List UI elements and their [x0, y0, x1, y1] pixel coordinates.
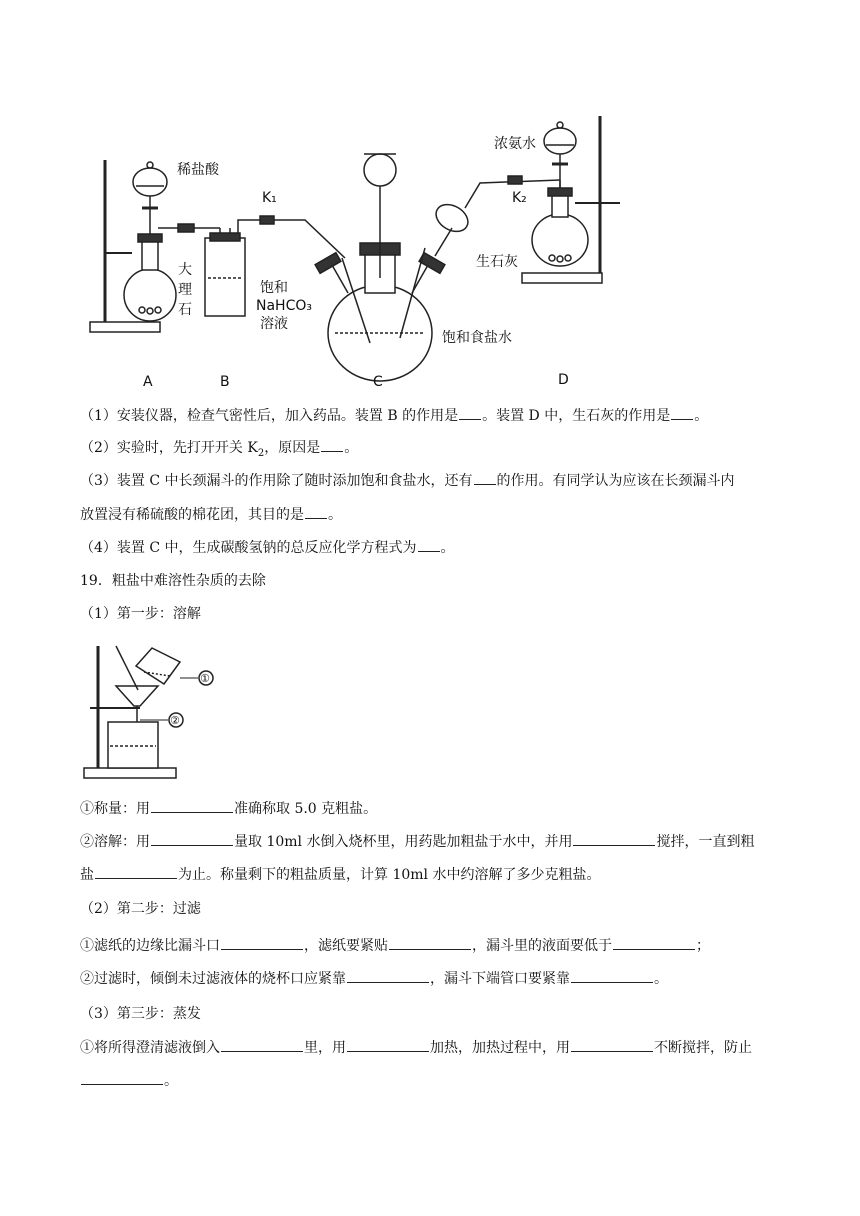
q18-p2-text-c: 。	[344, 440, 359, 456]
q18-p2-sub: 2	[257, 447, 265, 459]
bottle-b	[205, 238, 245, 316]
s1-l2-a: ②溶解：用	[80, 834, 150, 850]
q18-p3-text-d: 。	[328, 507, 342, 523]
label-conc-ammonia: 浓氨水	[494, 136, 536, 152]
glass-rod	[116, 646, 138, 690]
s2-l1-d: ；	[696, 938, 710, 954]
q18-p3-text-a: （3）装置 C 中长颈漏斗的作用除了随时添加饱和食盐水，还有	[80, 473, 473, 489]
label-circle-1: ①	[200, 672, 210, 685]
label-marble: 大	[178, 262, 192, 278]
q18-p3-text-c: 放置浸有稀硫酸的棉花团，其目的是	[80, 507, 304, 523]
label-marble-3: 石	[178, 302, 192, 318]
flask-a	[124, 269, 176, 321]
answer-blank[interactable]	[151, 831, 233, 846]
q18-p4-text-b: 。	[440, 540, 455, 556]
answer-blank[interactable]	[221, 1037, 303, 1052]
answer-blank[interactable]	[571, 1037, 653, 1052]
label-k2: K₂	[512, 190, 527, 206]
answer-blank[interactable]	[81, 1070, 163, 1085]
q18-p1-text-b: 。装置 D 中，生石灰的作用是	[482, 408, 671, 424]
answer-blank[interactable]	[573, 831, 655, 846]
q19-step3-title: （3）第三步：蒸发	[80, 1006, 201, 1022]
s3-l1-d: 不断搅拌，防止	[654, 1040, 752, 1056]
answer-blank[interactable]	[671, 405, 693, 420]
s2-l1-a: ①滤纸的边缘比漏斗口	[80, 938, 220, 954]
clamp-k1	[260, 216, 274, 224]
q19-title: 19．粗盐中难溶性杂质的去除	[80, 573, 266, 589]
label-k1: K₁	[262, 190, 277, 206]
q18-p4-text-a: （4）装置 C 中，生成碳酸氢钠的总反应化学方程式为	[80, 540, 417, 556]
s1-l2-c: 搅拌，一直到粗	[656, 834, 755, 850]
label-nahco3-1: 饱和	[260, 280, 288, 296]
label-b: B	[220, 374, 230, 390]
filtration-figure	[80, 640, 230, 782]
answer-blank[interactable]	[305, 504, 327, 519]
q19-step2-title: （2）第二步：过滤	[80, 901, 201, 917]
clamp-k2	[508, 176, 522, 184]
answer-blank[interactable]	[347, 1037, 429, 1052]
label-dilute-hcl: 稀盐酸	[177, 162, 219, 178]
label-marble-2: 理	[178, 282, 192, 298]
q18-part3	[80, 470, 735, 492]
s1-l3-a: 盐	[80, 867, 94, 883]
label-saturated-brine: 饱和食盐水	[442, 330, 512, 346]
answer-blank[interactable]	[474, 470, 496, 485]
s3-l2-b: 。	[164, 1073, 178, 1089]
s1-l1-b: 准确称取 5.0 克粗盐。	[234, 801, 378, 817]
q18-p3-text-b: 的作用。有同学认为应该在长颈漏斗内	[496, 473, 735, 489]
q19-s2-line1	[80, 935, 710, 957]
q18-part1	[80, 405, 708, 427]
s1-l3-b: 为止。称量剩下的粗盐质量，计算 10ml 水中约溶解了多少克粗盐。	[178, 867, 601, 883]
answer-blank[interactable]	[321, 437, 343, 452]
label-nahco3-2: NaHCO₃	[256, 298, 312, 314]
s1-l1-a: ①称量：用	[80, 801, 150, 817]
answer-blank[interactable]	[418, 537, 440, 552]
stand-base-a	[90, 322, 160, 332]
s3-l1-b: 里，用	[304, 1040, 346, 1056]
label-d: D	[558, 372, 569, 388]
funnel-a	[133, 168, 167, 196]
long-funnel	[364, 154, 396, 186]
q19-s1-line3	[80, 864, 600, 886]
answer-blank[interactable]	[221, 935, 303, 950]
label-c: C	[373, 374, 383, 390]
stand-base	[84, 768, 176, 778]
q19-step1-title: （1）第一步：溶解	[80, 606, 201, 622]
funnel-d	[544, 128, 576, 154]
s3-l1-a: ①将所得澄清滤液倒入	[80, 1040, 220, 1056]
s3-l1-c: 加热，加热过程中，用	[430, 1040, 570, 1056]
flask-d	[532, 214, 588, 266]
q18-p2-text-a: （2）实验时，先打开开关 K	[80, 440, 258, 456]
q19-s1-line1	[80, 798, 377, 820]
s2-l2-c: 。	[654, 971, 668, 987]
q19-s2-line2	[80, 968, 668, 990]
pouring-beaker	[136, 648, 180, 684]
stand-base-d	[522, 273, 602, 283]
q18-p1-text-a: （1）安装仪器，检查气密性后，加入药品。装置 B 的作用是	[80, 408, 459, 424]
label-nahco3-3: 溶液	[260, 316, 288, 332]
answer-blank[interactable]	[347, 968, 429, 983]
s2-l1-b: ，滤纸要紧贴	[304, 938, 388, 954]
answer-blank[interactable]	[95, 864, 177, 879]
q18-part4	[80, 537, 455, 559]
answer-blank[interactable]	[613, 935, 695, 950]
answer-blank[interactable]	[571, 968, 653, 983]
s1-l2-b: 量取 10ml 水倒入烧杯里，用药匙加粗盐于水中，并用	[234, 834, 573, 850]
s2-l2-a: ②过滤时，倾倒未过滤液体的烧杯口应紧靠	[80, 971, 346, 987]
receiving-beaker	[108, 722, 158, 768]
q18-part3-cont	[80, 504, 342, 526]
q19-s3-line2	[80, 1070, 178, 1092]
q19-s3-line1	[80, 1037, 752, 1059]
label-circle-2: ②	[170, 714, 180, 727]
q19-s1-line2	[80, 831, 754, 853]
apparatus-figure	[80, 108, 800, 393]
q18-part2	[80, 437, 358, 465]
answer-blank[interactable]	[151, 798, 233, 813]
label-a: A	[143, 374, 153, 390]
answer-blank[interactable]	[389, 935, 471, 950]
q18-p1-text-c: 。	[694, 408, 709, 424]
label-quicklime: 生石灰	[476, 254, 518, 270]
answer-blank[interactable]	[459, 405, 481, 420]
s2-l1-c: ，漏斗里的液面要低于	[472, 938, 612, 954]
q18-p2-text-b: ，原因是	[264, 440, 321, 456]
s2-l2-b: ，漏斗下端管口要紧靠	[430, 971, 570, 987]
